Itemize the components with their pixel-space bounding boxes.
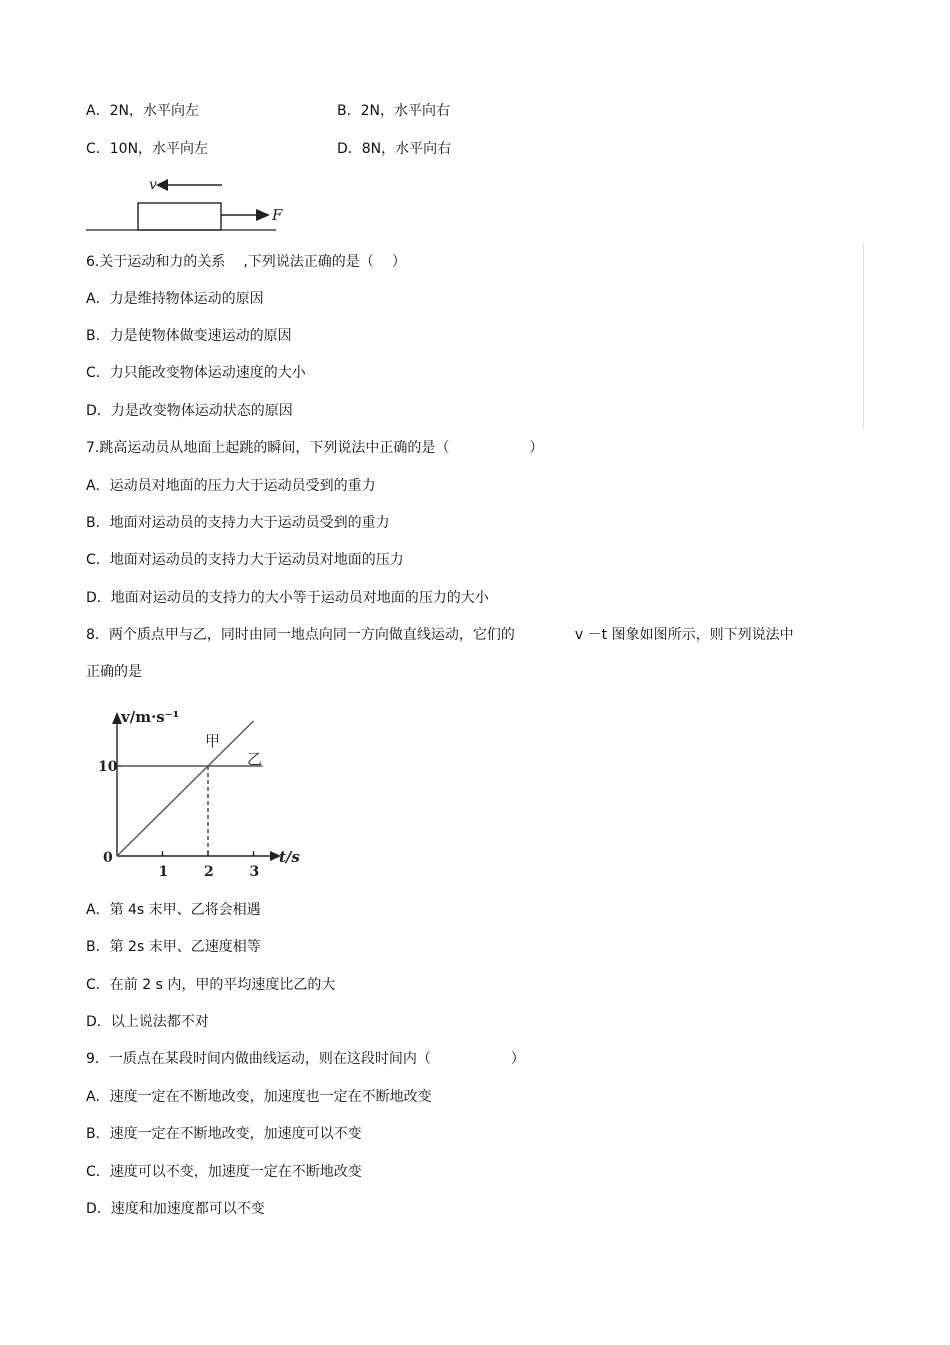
q9-stem-close: ） <box>510 1051 525 1067</box>
q8-stem-part1: 8．两个质点甲与乙，同时由同一地点向同一方向做直线运动，它们的 <box>86 627 515 643</box>
q6-stem-part1: 6.关于运动和力的关系 <box>86 254 226 270</box>
q9-option-c: C．速度可以不变，加速度一定在不断地改变 <box>86 1164 362 1180</box>
origin-label: 0 <box>103 850 113 866</box>
x-tick-label-1: 1 <box>158 864 169 880</box>
block <box>138 203 221 230</box>
q8-option-d: D．以上说法都不对 <box>86 1014 209 1030</box>
q7-option-b: B．地面对运动员的支持力大于运动员受到的重力 <box>86 515 390 531</box>
q6-option-d: D．力是改变物体运动状态的原因 <box>86 403 293 419</box>
q8-option-a: A．第 4s 末甲、乙将会相遇 <box>86 902 261 918</box>
q5-option-b: B．2N，水平向右 <box>337 103 450 119</box>
velocity-label: v <box>149 177 157 193</box>
q8-stem-part2: v －t 图象如图所示，则下列说法中 <box>574 627 794 643</box>
force-arrow-head <box>256 209 270 221</box>
q9-stem <box>86 1049 525 1069</box>
force-label: F <box>272 206 283 224</box>
q7-stem <box>86 438 543 458</box>
q9-option-d: D．速度和加速度都可以不变 <box>86 1201 265 1217</box>
x-tick-label-2: 2 <box>204 864 214 880</box>
velocity-arrow-head <box>156 179 168 191</box>
q8-option-b: B．第 2s 末甲、乙速度相等 <box>86 939 261 955</box>
q9-option-b: B．速度一定在不断地改变，加速度可以不变 <box>86 1126 362 1142</box>
series-label-jia: 甲 <box>205 732 221 750</box>
q6-stem-close: ） <box>391 254 406 270</box>
q9-option-a: A．速度一定在不断地改变，加速度也一定在不断地改变 <box>86 1089 432 1105</box>
q5-option-d: D．8N，水平向右 <box>337 141 452 157</box>
q5-option-c: C．10N，水平向左 <box>86 141 209 157</box>
q7-option-d: D．地面对运动员的支持力的大小等于运动员对地面的压力的大小 <box>86 590 489 606</box>
series-line-jia <box>117 721 254 856</box>
y-axis-label: v/m·s⁻¹ <box>121 708 180 726</box>
q6-option-c: C．力只能改变物体运动速度的大小 <box>86 365 306 381</box>
x-tick-label-3: 3 <box>249 864 260 880</box>
q8-option-c: C．在前 2 s 内，甲的平均速度比乙的大 <box>86 977 336 993</box>
q6-option-a: A．力是维持物体运动的原因 <box>86 291 264 307</box>
q5-option-a: A．2N，水平向左 <box>86 103 199 119</box>
y-tick-label-10: 10 <box>98 759 118 775</box>
q5-block-figure <box>86 172 296 234</box>
x-axis-label: t/s <box>279 848 300 866</box>
q9-stem-text: 9．一质点在某段时间内做曲线运动，则在这段时间内（ <box>86 1051 431 1067</box>
q8-vt-chart <box>96 700 316 882</box>
series-label-yi: 乙 <box>246 750 262 768</box>
margin-divider <box>863 242 864 428</box>
q6-stem <box>86 252 406 272</box>
q7-option-c: C．地面对运动员的支持力大于运动员对地面的压力 <box>86 552 404 568</box>
q8-stem-line2: 正确的是 <box>86 664 142 680</box>
q7-option-a: A．运动员对地面的压力大于运动员受到的重力 <box>86 478 376 494</box>
q6-stem-part2: ,下列说法正确的是（ <box>243 254 374 270</box>
q8-stem <box>86 625 794 645</box>
q6-option-b: B．力是使物体做变速运动的原因 <box>86 328 292 344</box>
q7-stem-close: ） <box>529 440 544 456</box>
q7-stem-text: 7.跳高运动员从地面上起跳的瞬间，下列说法中正确的是（ <box>86 440 450 456</box>
